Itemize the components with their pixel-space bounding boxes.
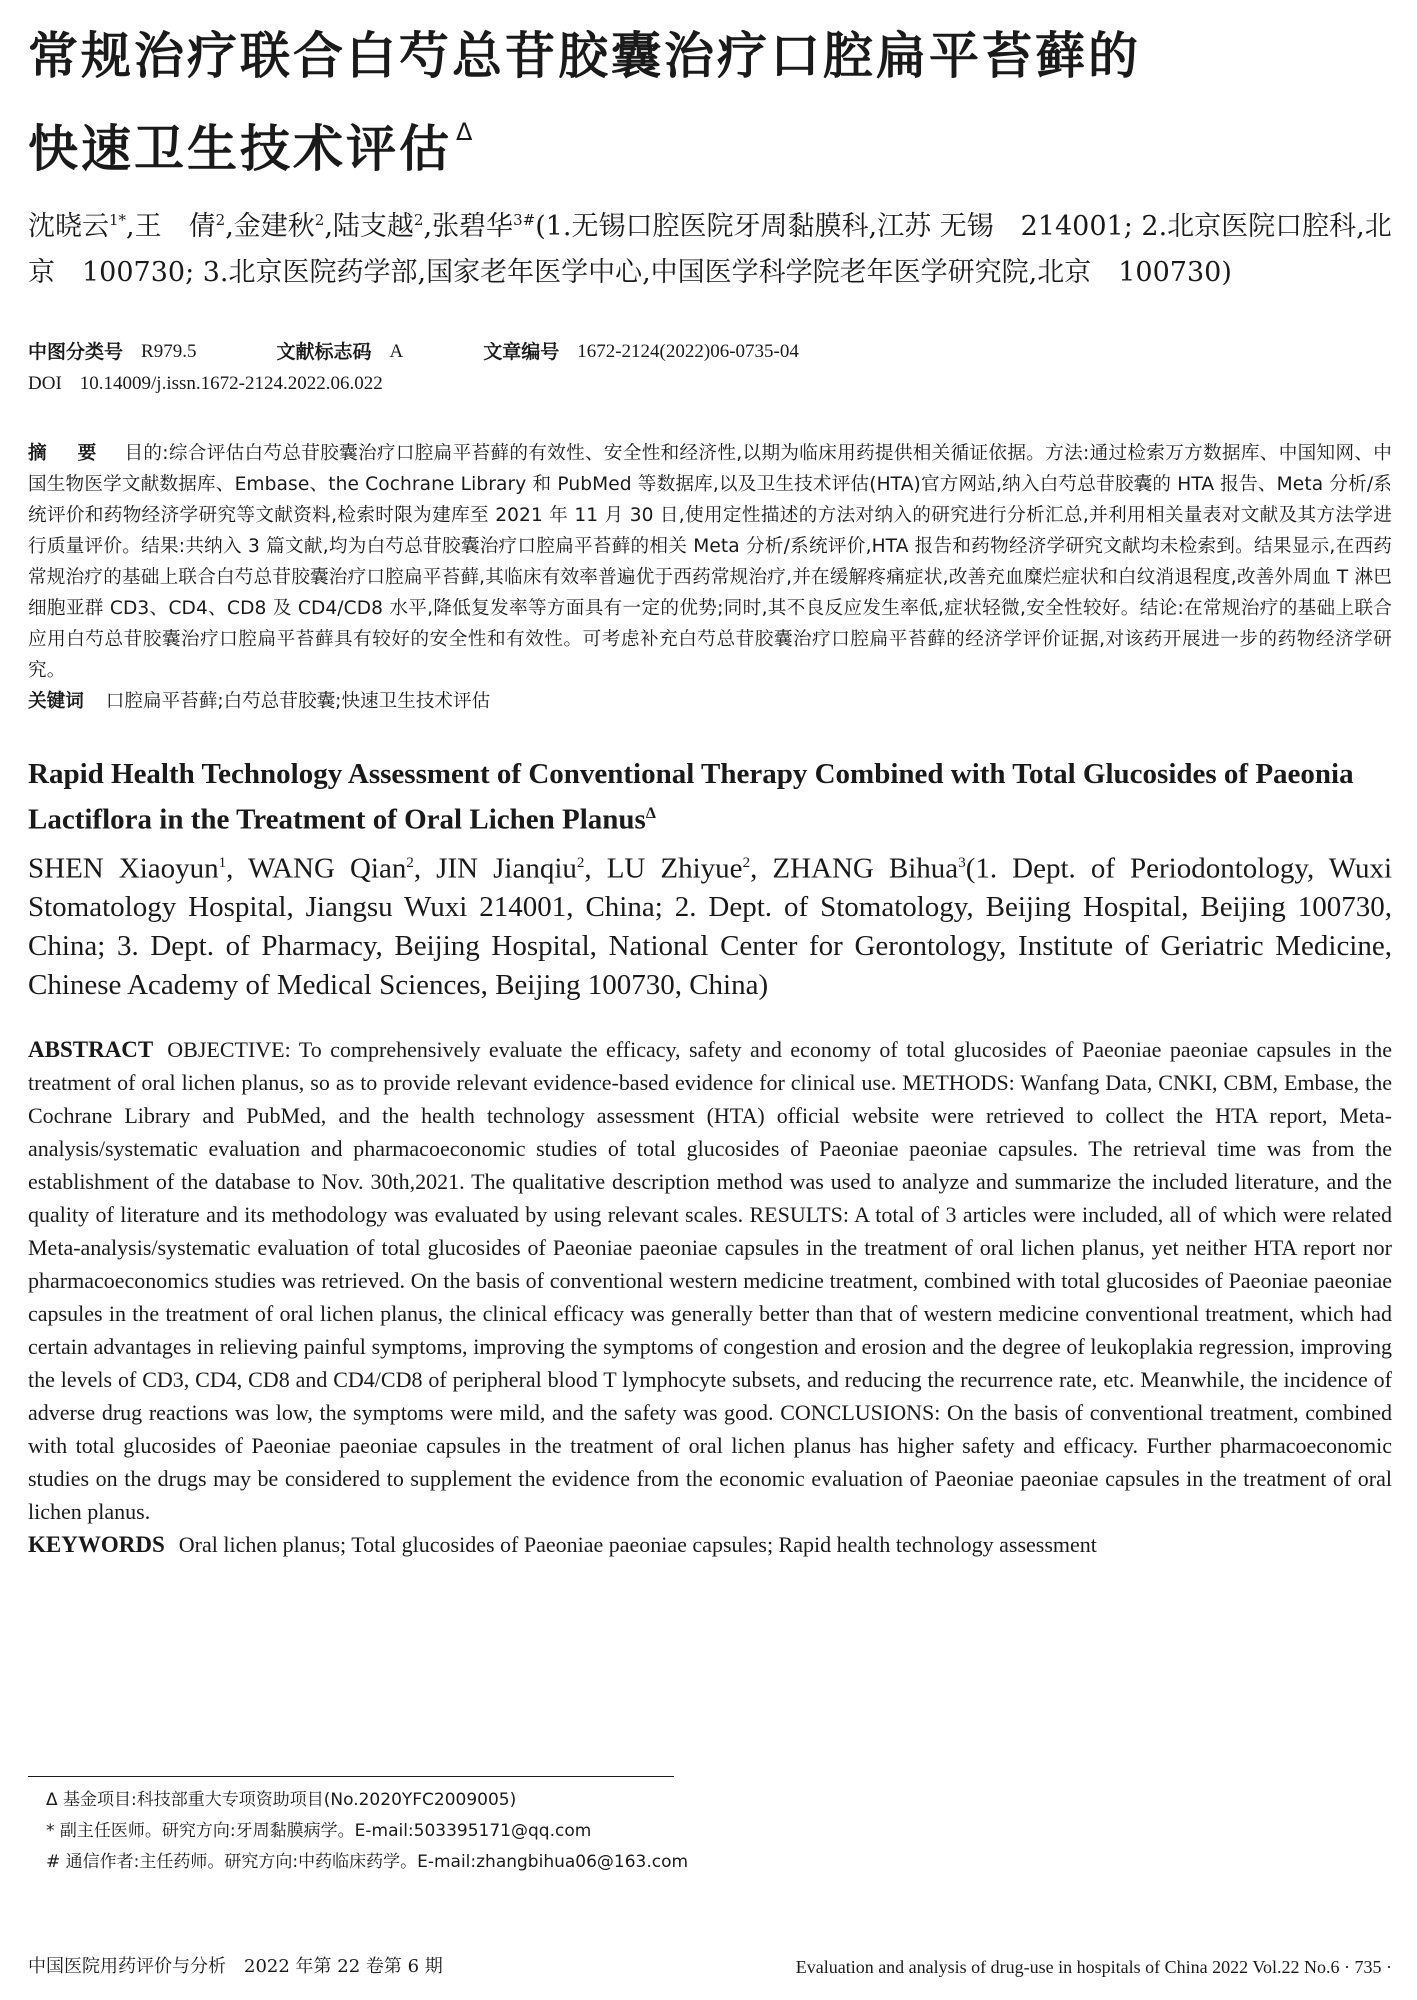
- author-sup: 1: [218, 854, 227, 871]
- author-sup: 1*: [109, 211, 127, 229]
- article-number-label: 文章编号: [483, 341, 560, 363]
- chinese-abstract: [28, 438, 1392, 686]
- chinese-title-line-2: 快速卫生技术评估: [28, 120, 452, 178]
- chinese-abstract-label: 摘 要: [28, 443, 103, 464]
- english-keywords-label: KEYWORDS: [28, 1532, 165, 1558]
- english-abstract: [28, 1033, 1392, 1528]
- chinese-keywords: [28, 686, 1392, 717]
- english-affiliations: (1. Dept. of Periodontology, Wuxi Stomatology Hospital, Jiangsu Wuxi 214001, China; 2. Dept. of Stomatology, Beijing Hospital, Beijing 100730, China; 3. Dept. of Pharmacy, Beijing Hospital, National Center for Gerontology, Institute of Geriatric Medicine, Chinese Academy of Medical Sciences, Beijing 100730, China): [28, 852, 1393, 1002]
- author-name: ZHANG Bihua: [772, 852, 959, 885]
- chinese-keywords-text: 口腔扁平苔藓;白芍总苷胶囊;快速卫生技术评估: [105, 691, 491, 712]
- author-name: JIN Jianqiu: [436, 852, 577, 885]
- english-funding-mark: Δ: [645, 805, 656, 822]
- footer-journal-en: Evaluation and analysis of drug-use in hospitals of China 2022 Vol.22 No.6 · 735 ·: [795, 1957, 1392, 1977]
- clc-value: R979.5: [141, 341, 197, 362]
- english-authors: SHEN Xiaoyun$^1$, WANG Qian$^2$, JIN Jianqiu$^2$, LU Zhiyue$^2$, ZHANG Bihua$^3$(1. Dept. of Periodontology, Wuxi Stomatology Hospital, Jiangsu Wuxi 214001, China; 2. Dept. of Stomatology, Beijing Hospital, Beijing 100730, China; 3. Dept. of Pharmacy, Beijing Hospital, National Center for Gerontology, Institute of Geriatric Medicine, Chinese Academy of Medical Sciences, Beijing 100730, China): [28, 852, 1393, 1002]
- chinese-abstract-text: 目的:综合评估白芍总苷胶囊治疗口腔扁平苔藓的有效性、安全性和经济性,以期为临床用药提供相关循证依据。方法:通过检索万方数据库、中国知网、中国生物医学文献数据库、Embase、the Cochrane Library 和 PubMed 等数据库,以及卫生技术评估(HTA)官方网站,纳入白芍总苷胶囊的 HTA 报告、Meta 分析/系统评价和药物经济学研究等文献资料,检索时限为建库至 2021 年 11 月 30 日,使用定性描述的方法对纳入的研究进行分析汇总,并利用相关量表对文献及其方法学进行质量评价。结果:共纳入 3 篇文献,均为白芍总苷胶囊治疗口腔扁平苔藓的相关 Meta 分析/系统评价,HTA 报告和药物经济学研究文献均未检索到。结果显示,在西药常规治疗的基础上联合白芍总苷胶囊治疗口腔扁平苔藓,其临床有效率普遍优于西药常规治疗,并在缓解疼痛症状,改善充血糜烂症状和白纹消退程度,改善外周血 T 淋巴细胞亚群 CD3、CD4、CD8 及 CD4/CD8 水平,降低复发率等方面具有一定的优势;同时,其不良反应发生率低,症状轻微,安全性较好。结论:在常规治疗的基础上联合应用白芍总苷胶囊治疗口腔扁平苔藓具有较好的安全性和有效性。可考虑补充白芍总苷胶囊治疗口腔扁平苔藓的经济学评价证据,对该药开展进一步的药物经济学研究。: [28, 443, 1392, 681]
- chinese-affiliations: (1.无锡口腔医院牙周黏膜科,江苏 无锡 214001; 2.北京医院口腔科,北京 100730; 3.北京医院药学部,国家老年医学中心,中国医学科学院老年医学研究院,北京 100730): [28, 211, 1392, 288]
- doi-label: DOI: [28, 373, 62, 394]
- footnote-divider: [28, 1776, 674, 1777]
- doi-value: 10.14009/j.issn.1672-2124.2022.06.022: [79, 373, 383, 394]
- footnote-first-author: * 副主任医师。研究方向:牙周黏膜病学。E-mail:503395171@qq.com: [46, 1821, 592, 1841]
- english-title: [28, 755, 1392, 840]
- author-sup: 3#: [513, 211, 536, 229]
- author-name: WANG Qian: [247, 852, 407, 885]
- footnote-funding: Δ 基金项目:科技部重大专项资助项目(No.2020YFC2009005): [46, 1790, 517, 1810]
- author-name: 王 倩: [134, 211, 216, 242]
- funding-mark: Δ: [456, 118, 476, 146]
- author-name: 沈晓云: [28, 211, 109, 242]
- author-sup: 3: [958, 854, 966, 871]
- english-abstract-text: OBJECTIVE: To comprehensively evaluate the efficacy, safety and economy of total glucosides of Paeoniae paeoniae capsules in the treatment of oral lichen planus, so as to provide relevant evidence-based evidence for clinical use. METHODS: Wanfang Data, CNKI, CBM, Embase, the Cochrane Library and PubMed, and the health technology assessment (HTA) official website were retrieved to collect the HTA report, Meta-analysis/systematic evaluation and pharmacoeconomic studies of total glucosides of Paeoniae paeoniae capsules. The retrieval time was from the establishment of the database to Nov. 30th,2021. The qualitative description method was used to analyze and summarize the included literature, and the quality of literature and its methodology was evaluated by using relevant scales. RESULTS: A total of 3 articles were included, all of which were related Meta-analysis/systematic evaluation of total glucosides of Paeoniae paeoniae capsules in the treatment of oral lichen planus, yet neither HTA report nor pharmacoeconomics studies was retrieved. On the basis of conventional western medicine treatment, combined with total glucosides of Paeoniae paeoniae capsules in the treatment of oral lichen planus, the clinical efficacy was generally better than that of western medicine conventional treatment, which had certain advantages in relieving painful symptoms, improving the symptoms of congestion and erosion and the degree of leukoplakia regression, improving the levels of CD3, CD4, CD8 and CD4/CD8 of peripheral blood T lymphocyte subsets, and reducing the recurrence rate, etc. Meanwhile, the incidence of adverse drug reactions was low, the symptoms were mild, and the safety was good. CONCLUSIONS: On the basis of conventional treatment, combined with total glucosides of Paeoniae paeoniae capsules in the treatment of oral lichen planus has higher safety and efficacy. Further pharmacoeconomic studies on the drugs may be considered to supplement the evidence from the economic evaluation of Paeoniae paeoniae capsules in the treatment of oral lichen planus.: [28, 1037, 1392, 1525]
- chinese-title: [28, 18, 1392, 187]
- english-title-text: Rapid Health Technology Assessment of Conventional Therapy Combined with Total Glucosides of Paeonia Lactiflora in the Treatment of Oral Lichen Planus: [28, 758, 1354, 836]
- footer-journal-cn: 中国医院用药评价与分析 2022 年第 22 卷第 6 期: [28, 1956, 443, 1977]
- chinese-keywords-label: 关键词: [28, 691, 84, 712]
- article-number-value: 1672-2124(2022)06-0735-04: [577, 341, 799, 362]
- author-sup: 2: [576, 854, 585, 871]
- chinese-authors: 沈晓云$^{1*}$,王 倩$^2$,金建秋$^2$,陆支越$^2$,张碧华$^{3\#}$(1.无锡口腔医院牙周黏膜科,江苏 无锡 214001; 2.北京医院口腔科,北京 100730; 3.北京医院药学部,国家老年医学中心,中国医学科学院老年医学研究院,北京 100730): [28, 211, 1392, 288]
- english-keywords: [28, 1528, 1392, 1561]
- author-sup: 2: [215, 211, 226, 229]
- english-keywords-text: Oral lichen planus; Total glucosides of Paeoniae paeoniae capsules; Rapid health technology assessment: [178, 1532, 1097, 1558]
- article-metadata: [28, 336, 1392, 400]
- footnote-corresponding-author: # 通信作者:主任药师。研究方向:中药临床药学。E-mail:zhangbihua06@163.com: [46, 1852, 689, 1872]
- author-name: SHEN Xiaoyun: [28, 852, 219, 885]
- author-name: 金建秋: [233, 211, 315, 242]
- author-name: 陆支越: [332, 211, 414, 242]
- footnotes: [28, 1776, 1392, 1878]
- author-sup: 2: [413, 211, 424, 229]
- author-name: LU Zhiyue: [606, 852, 743, 885]
- author-sup: 2: [314, 211, 325, 229]
- clc-label: 中图分类号: [28, 341, 124, 363]
- article-page: [28, 18, 1392, 1561]
- chinese-title-line-1: 常规治疗联合白芍总苷胶囊治疗口腔扁平苔藓的: [28, 27, 1141, 85]
- doc-code-value: A: [389, 341, 404, 362]
- author-sup: 2: [406, 854, 414, 871]
- running-footer: [28, 1954, 1392, 1980]
- author-sup: 2: [742, 854, 751, 871]
- english-abstract-label: ABSTRACT: [28, 1037, 154, 1063]
- doc-code-label: 文献标志码: [276, 341, 372, 363]
- author-name: 张碧华: [432, 211, 514, 242]
